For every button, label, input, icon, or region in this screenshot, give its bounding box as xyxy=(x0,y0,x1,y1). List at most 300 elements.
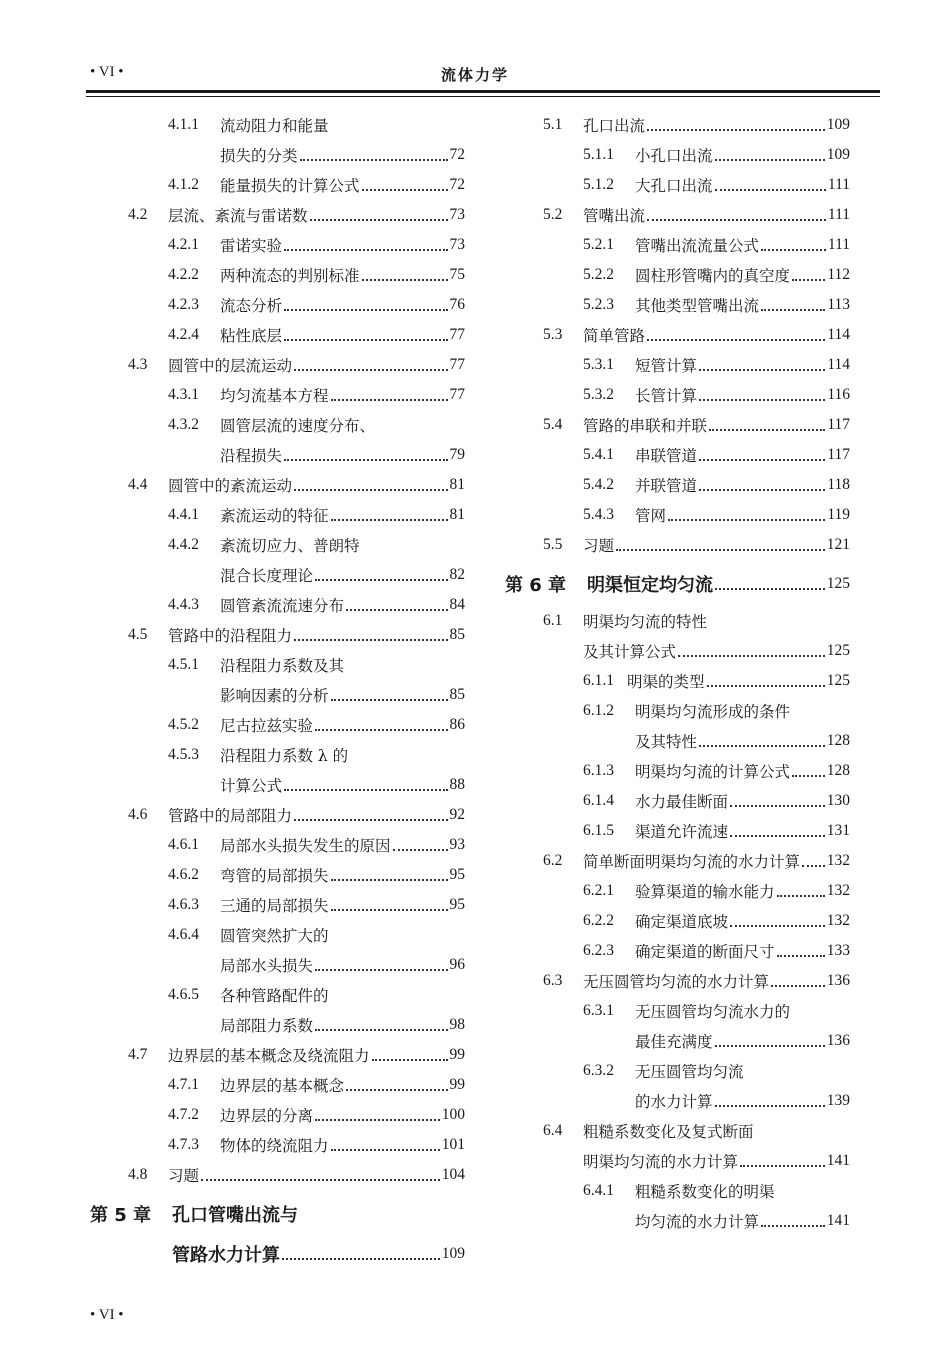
toc-entry-title: 渠道允许流速 xyxy=(635,823,729,841)
toc-entry-page: 117 xyxy=(827,446,850,463)
toc-entry-title: 圆管中的层流运动 xyxy=(168,357,293,375)
toc-entry-title: 验算渠道的输水能力 xyxy=(635,883,775,901)
leader-dots xyxy=(792,279,825,281)
toc-entry-page: 104 xyxy=(441,1166,465,1183)
toc-entry-title: 局部阻力系数 xyxy=(220,1017,314,1035)
leader-dots xyxy=(284,459,447,461)
toc-entry-title: 沿程阻力系数及其 xyxy=(220,657,345,675)
leader-dots xyxy=(740,1165,825,1167)
toc-entry xyxy=(90,530,465,560)
leader-dots xyxy=(715,1105,825,1107)
toc-entry-title: 简单断面明渠均匀流的水力计算 xyxy=(583,853,801,871)
toc-entry xyxy=(90,1100,465,1130)
toc-entry-number: 6.1 xyxy=(543,612,563,629)
toc-entry-page: 131 xyxy=(826,822,850,839)
toc-entry-number: 5.3.2 xyxy=(583,386,614,403)
toc-entry-title: 混合长度理论 xyxy=(220,567,314,585)
toc-entry xyxy=(505,1026,850,1056)
toc-entry-title: 管嘴出流流量公式 xyxy=(635,237,760,255)
toc-entry xyxy=(90,860,465,890)
toc-entry-title: 简单管路 xyxy=(583,327,646,345)
toc-entry-number: 6.3 xyxy=(543,972,563,989)
toc-entry xyxy=(505,564,850,604)
leader-dots xyxy=(331,519,448,521)
toc-entry-title: 沿程阻力系数 λ 的 xyxy=(220,747,349,765)
toc-entry-number: 4.4.3 xyxy=(168,596,199,613)
toc-entry-page: 73 xyxy=(449,236,465,253)
toc-entry-title: 计算公式 xyxy=(220,777,283,795)
toc-entry-title: 及其计算公式 xyxy=(583,643,677,661)
toc-entry xyxy=(90,680,465,710)
toc-entry-title: 层流、紊流与雷诺数 xyxy=(168,207,308,225)
toc-entry xyxy=(505,230,850,260)
toc-entry xyxy=(90,740,465,770)
toc-entry-title: 影响因素的分析 xyxy=(220,687,329,705)
leader-dots xyxy=(331,1149,440,1151)
toc-entry-title: 紊流切应力、普朗特 xyxy=(220,537,360,555)
toc-entry-page: 136 xyxy=(826,1032,850,1049)
toc-entry-number: 4.5.3 xyxy=(168,746,199,763)
toc-entry-page: 114 xyxy=(827,326,850,343)
toc-entry-page: 109 xyxy=(441,1245,465,1262)
leader-dots xyxy=(699,459,825,461)
toc-entry-number: 4.4 xyxy=(128,476,148,493)
toc-entry-title: 局部水头损失发生的原因 xyxy=(220,837,391,855)
leader-dots xyxy=(777,895,825,897)
leader-dots xyxy=(284,249,447,251)
toc-entry-number: 5.4.1 xyxy=(583,446,614,463)
toc-entry-number: 4.2.3 xyxy=(168,296,199,313)
toc-right-column xyxy=(505,110,850,1236)
toc-entry-number: 6.1.5 xyxy=(583,822,614,839)
toc-entry xyxy=(505,756,850,786)
toc-entry xyxy=(505,996,850,1026)
toc-entry xyxy=(90,560,465,590)
toc-entry-title: 管路的串联和并联 xyxy=(583,417,708,435)
toc-entry xyxy=(505,876,850,906)
toc-entry-title: 无压圆管均匀流的水力计算 xyxy=(583,973,770,991)
toc-entry-title: 习题 xyxy=(168,1167,200,1185)
toc-entry-number: 4.6.1 xyxy=(168,836,199,853)
toc-entry-title: 管路水力计算 xyxy=(172,1245,280,1266)
toc-entry-title: 明渠的类型 xyxy=(627,673,705,691)
toc-entry xyxy=(505,816,850,846)
toc-entry xyxy=(90,410,465,440)
toc-entry xyxy=(90,1160,465,1190)
toc-entry-title: 弯管的局部损失 xyxy=(220,867,329,885)
leader-dots xyxy=(678,655,825,657)
toc-entry xyxy=(90,980,465,1010)
toc-entry-title: 明渠均匀流的计算公式 xyxy=(635,763,791,781)
toc-entry xyxy=(90,1070,465,1100)
toc-entry-title: 粗糙系数变化及复式断面 xyxy=(583,1123,754,1141)
toc-entry-title: 流态分析 xyxy=(220,297,283,315)
toc-entry xyxy=(505,500,850,530)
toc-entry-number: 5.1.1 xyxy=(583,146,614,163)
toc-entry-title: 均匀流基本方程 xyxy=(220,387,329,405)
toc-entry-title: 无压圆管均匀流 xyxy=(635,1063,744,1081)
toc-entry-number: 第 5 章 xyxy=(90,1205,152,1226)
toc-entry-title: 管嘴出流 xyxy=(583,207,646,225)
toc-entry-number: 5.1.2 xyxy=(583,176,614,193)
toc-entry xyxy=(505,696,850,726)
toc-entry-page: 76 xyxy=(449,296,465,313)
toc-entry-title: 边界层的基本概念及绕流阻力 xyxy=(168,1047,370,1065)
toc-entry xyxy=(90,800,465,830)
toc-entry-title: 管路中的沿程阻力 xyxy=(168,627,293,645)
toc-entry-title: 长管计算 xyxy=(635,387,698,405)
toc-entry-number: 6.3.1 xyxy=(583,1002,614,1019)
leader-dots xyxy=(346,1089,447,1091)
toc-entry-title: 尼古拉兹实验 xyxy=(220,717,314,735)
leader-dots xyxy=(616,549,825,551)
leader-dots xyxy=(699,489,825,491)
toc-entry-number: 5.2.2 xyxy=(583,266,614,283)
toc-entry-page: 77 xyxy=(449,356,465,373)
toc-entry-title: 短管计算 xyxy=(635,357,698,375)
toc-entry-number: 6.1.3 xyxy=(583,762,614,779)
toc-entry-title: 明渠均匀流的水力计算 xyxy=(583,1153,739,1171)
toc-entry-page: 84 xyxy=(449,596,465,613)
toc-entry-title: 管路中的局部阻力 xyxy=(168,807,293,825)
toc-entry-page: 96 xyxy=(449,956,465,973)
leader-dots xyxy=(709,429,825,431)
leader-dots xyxy=(294,489,447,491)
toc-entry-number: 5.2.3 xyxy=(583,296,614,313)
toc-entry-page: 81 xyxy=(449,506,465,523)
leader-dots xyxy=(647,339,825,341)
leader-dots xyxy=(315,1029,447,1031)
toc-entry xyxy=(505,410,850,440)
toc-entry-number: 6.1.1 xyxy=(583,672,614,689)
toc-entry xyxy=(90,1040,465,1070)
leader-dots xyxy=(300,159,448,161)
toc-entry xyxy=(505,636,850,666)
leader-dots xyxy=(282,1258,440,1260)
leader-dots xyxy=(715,588,825,590)
toc-entry-number: 4.8 xyxy=(128,1166,148,1183)
toc-entry xyxy=(90,590,465,620)
toc-entry-page: 130 xyxy=(826,792,850,809)
toc-entry-number: 4.1.2 xyxy=(168,176,199,193)
toc-entry-title: 圆管紊流流速分布 xyxy=(220,597,345,615)
toc-entry-page: 112 xyxy=(827,266,850,283)
toc-entry-title: 管网 xyxy=(635,507,667,525)
leader-dots xyxy=(761,309,825,311)
toc-entry-page: 125 xyxy=(826,642,850,659)
toc-entry-page: 85 xyxy=(449,686,465,703)
toc-entry-number: 4.6 xyxy=(128,806,148,823)
toc-entry-title: 圆管层流的速度分布、 xyxy=(220,417,376,435)
toc-entry-page: 86 xyxy=(449,716,465,733)
toc-entry-title: 各种管路配件的 xyxy=(220,987,329,1005)
toc-entry-page: 72 xyxy=(449,146,465,163)
toc-entry-title: 确定渠道的断面尺寸 xyxy=(635,943,775,961)
toc-entry xyxy=(505,140,850,170)
toc-entry xyxy=(90,950,465,980)
toc-entry xyxy=(90,500,465,530)
toc-entry-title: 紊流运动的特征 xyxy=(220,507,329,525)
toc-entry-page: 128 xyxy=(826,762,850,779)
leader-dots xyxy=(730,925,825,927)
toc-entry-page: 125 xyxy=(826,575,850,592)
toc-entry-number: 4.7.2 xyxy=(168,1106,199,1123)
toc-entry-page: 95 xyxy=(449,896,465,913)
leader-dots xyxy=(792,775,825,777)
toc-entry xyxy=(90,380,465,410)
toc-entry-page: 117 xyxy=(827,416,850,433)
toc-entry-number: 第 6 章 xyxy=(505,575,567,596)
leader-dots xyxy=(393,849,448,851)
toc-entry xyxy=(90,1234,465,1274)
leader-dots xyxy=(730,835,825,837)
toc-entry-number: 4.1.1 xyxy=(168,116,199,133)
leader-dots xyxy=(761,1225,825,1227)
toc-entry-number: 4.6.2 xyxy=(168,866,199,883)
toc-entry xyxy=(505,440,850,470)
toc-entry xyxy=(90,260,465,290)
toc-entry-number: 5.3 xyxy=(543,326,563,343)
leader-dots xyxy=(715,189,826,191)
toc-entry xyxy=(505,1206,850,1236)
leader-dots xyxy=(707,685,825,687)
toc-entry xyxy=(90,320,465,350)
toc-entry-page: 113 xyxy=(827,296,850,313)
toc-entry xyxy=(90,1130,465,1160)
toc-entry-title: 圆管中的紊流运动 xyxy=(168,477,293,495)
toc-entry xyxy=(505,380,850,410)
toc-entry-page: 100 xyxy=(441,1106,465,1123)
toc-entry xyxy=(90,440,465,470)
toc-entry-title: 串联管道 xyxy=(635,447,698,465)
leader-dots xyxy=(668,519,825,521)
toc-entry-title: 明渠均匀流的特性 xyxy=(583,613,708,631)
toc-entry xyxy=(505,606,850,636)
toc-entry xyxy=(90,770,465,800)
toc-entry xyxy=(90,290,465,320)
toc-entry-title: 的水力计算 xyxy=(635,1093,713,1111)
toc-entry-title: 均匀流的水力计算 xyxy=(635,1213,760,1231)
toc-entry-number: 6.1.2 xyxy=(583,702,614,719)
leader-dots xyxy=(699,399,825,401)
toc-entry-page: 79 xyxy=(449,446,465,463)
leader-dots xyxy=(647,129,825,131)
toc-entry xyxy=(505,110,850,140)
toc-entry xyxy=(505,260,850,290)
toc-entry-title: 无压圆管均匀流水力的 xyxy=(635,1003,791,1021)
toc-entry-page: 132 xyxy=(826,852,850,869)
toc-entry-number: 4.7.1 xyxy=(168,1076,199,1093)
leader-dots xyxy=(715,159,825,161)
toc-entry-title: 粘性底层 xyxy=(220,327,283,345)
toc-entry-page: 128 xyxy=(826,732,850,749)
toc-entry-page: 85 xyxy=(449,626,465,643)
toc-entry-number: 4.6.5 xyxy=(168,986,199,1003)
toc-entry-title: 最佳充满度 xyxy=(635,1033,713,1051)
toc-entry-page: 99 xyxy=(449,1046,465,1063)
toc-entry-page: 73 xyxy=(449,206,465,223)
toc-entry xyxy=(505,666,850,696)
toc-entry xyxy=(505,170,850,200)
leader-dots xyxy=(284,309,447,311)
toc-entry-page: 139 xyxy=(826,1092,850,1109)
toc-entry xyxy=(505,1056,850,1086)
toc-entry-number: 5.4 xyxy=(543,416,563,433)
toc-entry xyxy=(90,830,465,860)
toc-entry xyxy=(90,470,465,500)
leader-dots xyxy=(315,579,447,581)
toc-entry-number: 4.3 xyxy=(128,356,148,373)
toc-entry-number: 4.7 xyxy=(128,1046,148,1063)
leader-dots xyxy=(771,985,825,987)
toc-entry-page: 141 xyxy=(826,1152,850,1169)
toc-entry-page: 92 xyxy=(449,806,465,823)
leader-dots xyxy=(730,805,825,807)
toc-entry xyxy=(505,530,850,560)
toc-entry-page: 72 xyxy=(449,176,465,193)
toc-entry-number: 5.4.2 xyxy=(583,476,614,493)
toc-entry-page: 133 xyxy=(826,942,850,959)
toc-entry-page: 118 xyxy=(827,476,850,493)
toc-entry-title: 三通的局部损失 xyxy=(220,897,329,915)
toc-entry-title: 圆柱形管嘴内的真空度 xyxy=(635,267,791,285)
toc-entry-page: 114 xyxy=(827,356,850,373)
toc-entry-title: 孔口管嘴出流与 xyxy=(172,1205,298,1226)
toc-entry-number: 5.4.3 xyxy=(583,506,614,523)
toc-entry-title: 并联管道 xyxy=(635,477,698,495)
leader-dots xyxy=(294,819,447,821)
toc-entry-page: 98 xyxy=(449,1016,465,1033)
toc-entry-title: 确定渠道底坡 xyxy=(635,913,729,931)
toc-entry-title: 大孔口出流 xyxy=(635,177,713,195)
leader-dots xyxy=(310,219,448,221)
toc-entry-title: 两种流态的判别标准 xyxy=(220,267,360,285)
toc-entry-number: 4.6.4 xyxy=(168,926,199,943)
toc-entry xyxy=(505,200,850,230)
toc-entry xyxy=(90,140,465,170)
leader-dots xyxy=(315,729,447,731)
toc-entry xyxy=(90,710,465,740)
toc-entry-number: 5.2 xyxy=(543,206,563,223)
toc-entry-page: 77 xyxy=(449,326,465,343)
leader-dots xyxy=(331,699,448,701)
toc-entry-number: 4.3.1 xyxy=(168,386,199,403)
toc-entry-number: 4.5.1 xyxy=(168,656,199,673)
leader-dots xyxy=(362,279,448,281)
toc-entry-number: 4.2.1 xyxy=(168,236,199,253)
toc-entry-page: 111 xyxy=(827,236,850,253)
toc-entry-number: 4.2 xyxy=(128,206,148,223)
toc-entry-title: 边界层的基本概念 xyxy=(220,1077,345,1095)
toc-entry-title: 损失的分类 xyxy=(220,147,298,165)
toc-entry-number: 5.2.1 xyxy=(583,236,614,253)
leader-dots xyxy=(372,1059,448,1061)
footer-page-number: • VI • xyxy=(90,1307,124,1323)
leader-dots xyxy=(331,399,448,401)
leader-dots xyxy=(346,609,447,611)
header-rule-thick xyxy=(86,90,880,93)
toc-entry-page: 136 xyxy=(826,972,850,989)
toc-entry-title: 圆管突然扩大的 xyxy=(220,927,329,945)
toc-entry-number: 4.7.3 xyxy=(168,1136,199,1153)
toc-entry xyxy=(505,1086,850,1116)
leader-dots xyxy=(777,955,825,957)
toc-entry-number: 4.2.2 xyxy=(168,266,199,283)
toc-entry xyxy=(505,726,850,756)
toc-entry xyxy=(90,230,465,260)
book-title: 流体力学 xyxy=(440,66,509,84)
toc-entry-page: 99 xyxy=(449,1076,465,1093)
leader-dots xyxy=(761,249,826,251)
toc-entry-title: 沿程损失 xyxy=(220,447,283,465)
toc-entry-page: 111 xyxy=(827,206,850,223)
toc-entry-number: 5.3.1 xyxy=(583,356,614,373)
toc-entry-number: 6.4 xyxy=(543,1122,563,1139)
toc-entry-page: 81 xyxy=(449,476,465,493)
toc-entry-title: 局部水头损失 xyxy=(220,957,314,975)
header-page-number: • VI • xyxy=(90,64,124,80)
toc-entry xyxy=(505,966,850,996)
toc-entry-page: 116 xyxy=(827,386,850,403)
toc-entry-page: 77 xyxy=(449,386,465,403)
leader-dots xyxy=(284,339,447,341)
toc-entry-number: 4.6.3 xyxy=(168,896,199,913)
leader-dots xyxy=(715,1045,825,1047)
leader-dots xyxy=(647,219,826,221)
toc-entry-number: 5.1 xyxy=(543,116,563,133)
toc-entry-title: 及其特性 xyxy=(635,733,698,751)
toc-entry-page: 101 xyxy=(441,1136,465,1153)
toc-entry xyxy=(505,1116,850,1146)
toc-entry xyxy=(505,1176,850,1206)
toc-entry-number: 4.4.2 xyxy=(168,536,199,553)
toc-entry xyxy=(90,170,465,200)
toc-entry xyxy=(90,890,465,920)
toc-entry-title: 能量损失的计算公式 xyxy=(220,177,360,195)
toc-entry-title: 物体的绕流阻力 xyxy=(220,1137,329,1155)
toc-entry-title: 习题 xyxy=(583,537,615,555)
toc-entry-number: 6.2.3 xyxy=(583,942,614,959)
toc-entry-page: 121 xyxy=(826,536,850,553)
leader-dots xyxy=(294,639,447,641)
toc-entry-page: 75 xyxy=(449,266,465,283)
toc-entry-number: 6.2.2 xyxy=(583,912,614,929)
toc-entry xyxy=(90,650,465,680)
toc-entry xyxy=(90,920,465,950)
toc-entry xyxy=(90,200,465,230)
toc-entry-title: 雷诺实验 xyxy=(220,237,283,255)
toc-entry xyxy=(505,906,850,936)
toc-entry-number: 4.5 xyxy=(128,626,148,643)
toc-entry-page: 109 xyxy=(826,116,850,133)
toc-entry xyxy=(90,1010,465,1040)
leader-dots xyxy=(284,789,447,791)
toc-entry-page: 88 xyxy=(449,776,465,793)
toc-entry-number: 6.2 xyxy=(543,852,563,869)
toc-entry-number: 6.3.2 xyxy=(583,1062,614,1079)
leader-dots xyxy=(315,969,447,971)
toc-entry-page: 132 xyxy=(826,882,850,899)
toc-entry xyxy=(90,620,465,650)
toc-entry xyxy=(90,1194,465,1234)
toc-entry-title: 粗糙系数变化的明渠 xyxy=(635,1183,775,1201)
toc-entry-page: 82 xyxy=(449,566,465,583)
toc-entry-number: 4.4.1 xyxy=(168,506,199,523)
toc-entry-title: 其他类型管嘴出流 xyxy=(635,297,760,315)
toc-entry xyxy=(505,290,850,320)
toc-left-column xyxy=(90,110,465,1274)
toc-entry xyxy=(505,470,850,500)
